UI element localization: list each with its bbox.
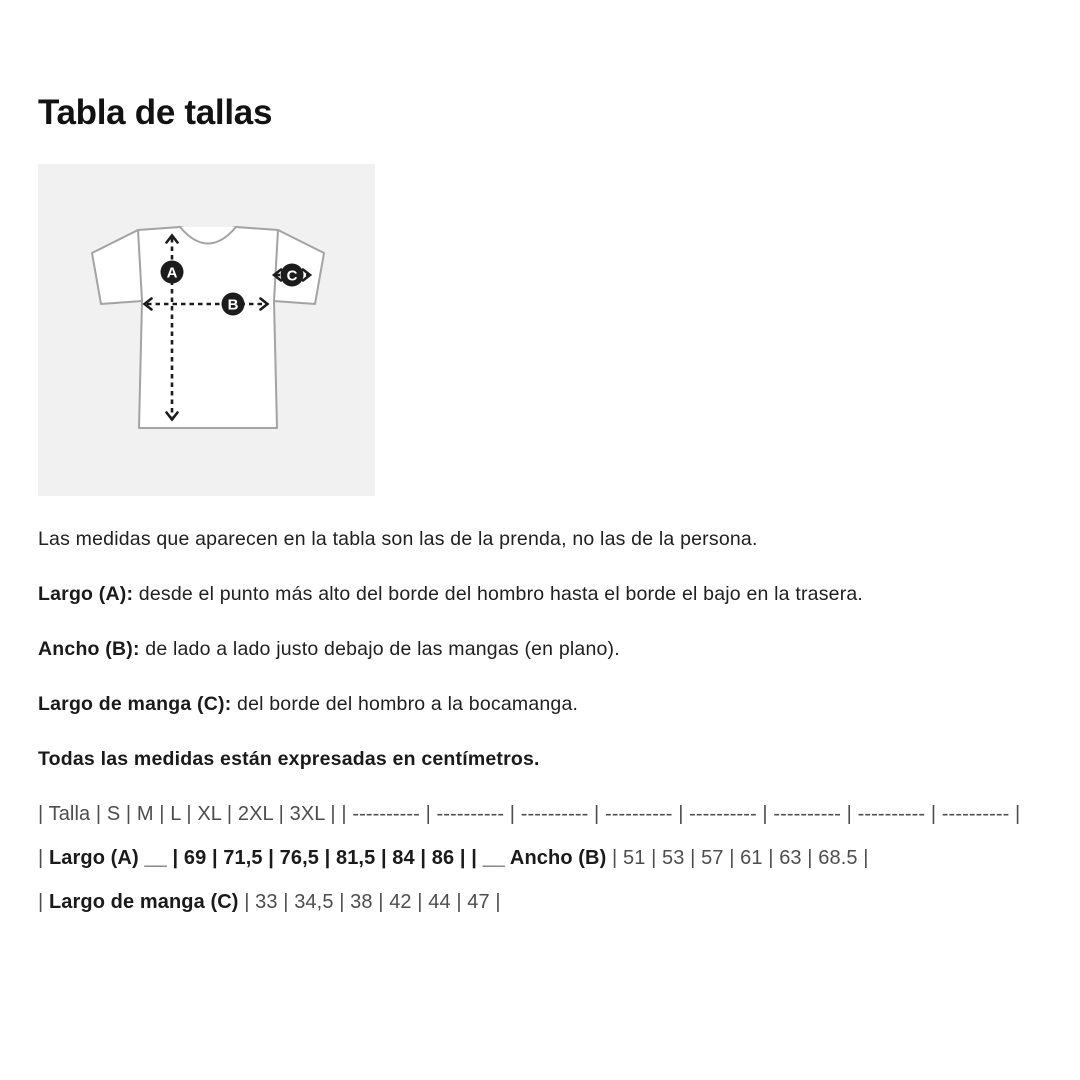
units-note: Todas las medidas están expresadas en centímetros. [38, 748, 540, 770]
marker-b-label: B [227, 296, 239, 314]
ancho-b-label: Ancho (B): [38, 638, 140, 660]
largo-a-text: desde el punto más alto del borde del hombro hasta el borde el bajo en la trasera. [133, 583, 864, 605]
intro-text: Las medidas que aparecen en la tabla son las de la prenda, no las de la persona. [38, 528, 758, 550]
row2-bold-segment: Largo (A) __ | 69 | 71,5 | 76,5 | 81,5 | 84 | 86 | | __ Ancho (B) [48, 847, 607, 869]
tshirt-diagram-svg [38, 164, 375, 496]
size-table-row-manga [38, 889, 1042, 915]
ancho-b-definition [38, 636, 1042, 662]
row2-values: | 51 | 53 | 57 | 61 | 63 | 68.5 | [606, 847, 869, 869]
ancho-b-text: de lado a lado justo debajo de las mangas (en plano). [139, 638, 620, 660]
marker-a-label: A [166, 264, 178, 282]
manga-c-definition [38, 691, 1042, 717]
row2-prefix: | [38, 847, 49, 869]
largo-a-label: Largo (A): [38, 583, 134, 605]
tshirt-diagram [38, 164, 375, 496]
row3-prefix: | [38, 891, 49, 913]
size-table-row-largo-ancho [38, 845, 1042, 871]
manga-c-text: del borde del hombro a la bocamanga. [231, 693, 579, 715]
size-table-header-row: | Talla | S | M | L | XL | 2XL | 3XL | | ---------- | ---------- | ---------- | ---------- | ---------- | ---------- | ---------- | ---------- | [38, 803, 1021, 825]
manga-c-label: Largo de manga (C): [38, 693, 232, 715]
row3-bold-segment: Largo de manga (C) [48, 891, 239, 913]
marker-c-label: C [286, 267, 298, 285]
tshirt-outline [92, 227, 324, 428]
page-title: Tabla de tallas [38, 93, 273, 132]
largo-a-definition [38, 581, 1042, 607]
row3-values: | 33 | 34,5 | 38 | 42 | 44 | 47 | [238, 891, 501, 913]
